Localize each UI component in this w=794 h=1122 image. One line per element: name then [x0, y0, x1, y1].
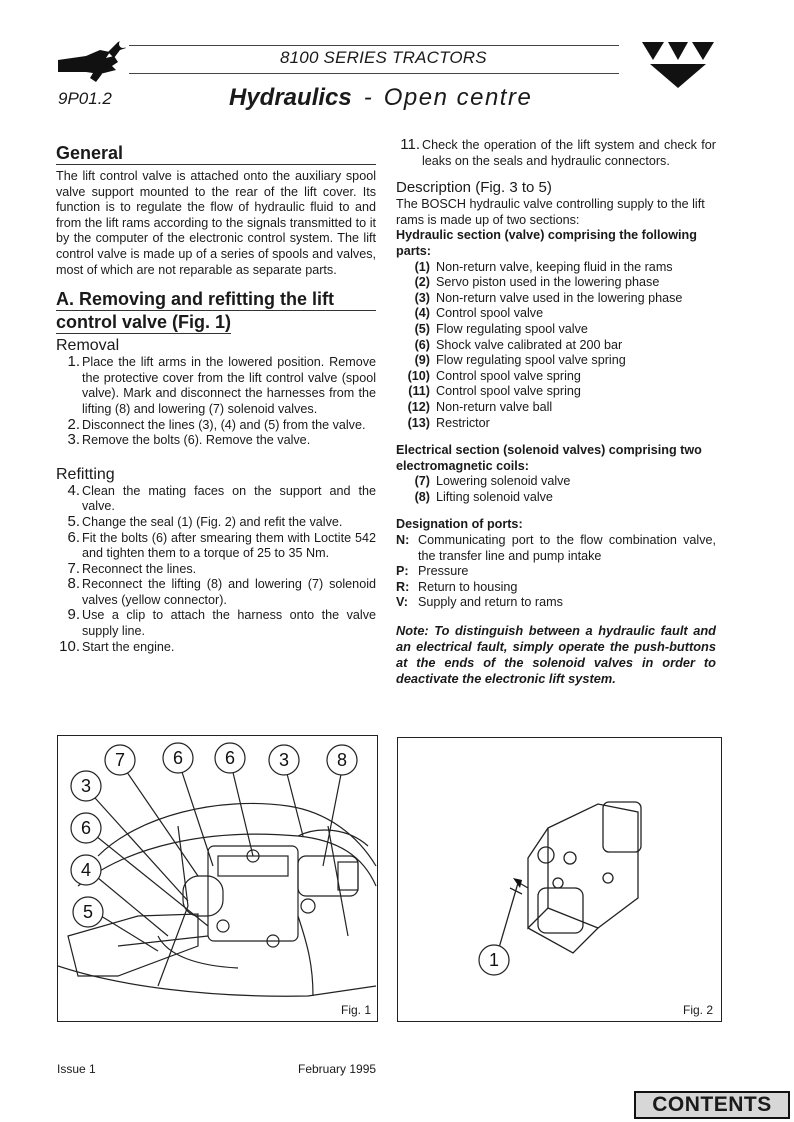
- part-text: Shock valve calibrated at 200 bar: [436, 337, 623, 352]
- figure-2: [397, 737, 722, 1022]
- svg-text:6: 6: [80, 818, 92, 838]
- title-main: Hydraulics: [229, 84, 352, 111]
- part-number: (11): [408, 384, 430, 399]
- step-number: 11.: [400, 136, 420, 153]
- hydraulic-parts-list: [396, 260, 716, 432]
- callout-6: [163, 743, 193, 773]
- step-item: [56, 415, 376, 434]
- step-text: Disconnect the lines (3), (4) and (5) from the valve.: [82, 417, 366, 432]
- step-text: Check the operation of the lift system and check for leaks on the seals and hydraulic connectors.: [422, 138, 716, 168]
- right-column: [396, 138, 716, 687]
- part-text: Non-return valve ball: [436, 399, 553, 414]
- page-title: [229, 84, 532, 112]
- step-number: 10.: [59, 637, 80, 655]
- svg-text:1: 1: [488, 950, 500, 970]
- triple-triangle-logo-icon: [640, 40, 716, 90]
- electrical-parts-list: [396, 474, 716, 505]
- port-key: V:: [396, 595, 408, 610]
- step-item: [56, 559, 376, 578]
- title-separator: -: [363, 84, 372, 111]
- svg-text:3: 3: [278, 750, 290, 770]
- figure-1-caption: Fig. 1: [340, 1003, 371, 1017]
- svg-text:4: 4: [80, 860, 92, 880]
- step-text: Remove the bolts (6). Remove the valve.: [82, 433, 311, 448]
- port-key: R:: [396, 579, 410, 594]
- series-title: 8100 SERIES TRACTORS: [280, 48, 487, 67]
- callout-8: [327, 745, 357, 775]
- refitting-steps-continued: [396, 138, 716, 169]
- port-text: Pressure: [418, 564, 469, 579]
- step-item: [56, 512, 376, 531]
- list-item: [396, 291, 716, 307]
- svg-text:8: 8: [336, 750, 348, 770]
- callout-7: [105, 745, 135, 775]
- svg-text:7: 7: [114, 750, 126, 770]
- figure-2-caption: Fig. 2: [682, 1003, 713, 1017]
- port-text: Return to housing: [418, 579, 518, 594]
- list-item: [396, 338, 716, 354]
- removal-heading: Removal: [56, 337, 120, 355]
- step-item: [56, 433, 376, 449]
- step-number: 9.: [67, 606, 80, 624]
- step-number: 2.: [67, 415, 80, 433]
- list-item: [396, 564, 716, 580]
- port-key: N:: [396, 533, 410, 548]
- step-text: Place the lift arms in the lowered position. Remove the protective cover from the lift control valve (spool valve). Mark and disconnect the harnesses from the lifting (8) and lowering (7) solenoid valves.: [82, 355, 376, 416]
- electrical-section-heading: Electrical section (solenoid valves) comprising two electromagnetic coils:: [396, 443, 702, 473]
- general-body: The lift control valve is attached onto the auxiliary spool valve support mounted to the rear of the lift cover. Its function is to regulate the flow of hydraulic fluid to and from the lift rams according to the signals transmitted to it by the computer of the electronic control system. The lift control valve is made up of a series of spools and valves, most of which are not reparable as separate parts.: [56, 169, 376, 277]
- callout-3: [71, 771, 101, 801]
- refitting-steps: [56, 481, 376, 656]
- contents-button[interactable]: CONTENTS: [634, 1091, 790, 1119]
- note-text: Note: To distinguish between a hydraulic fault and an electrical fault, simply operate the push-buttons at the ends of the solenoid valves in order to deactivate the electronic lift system.: [396, 623, 716, 687]
- svg-text:6: 6: [224, 748, 236, 768]
- section-a-heading: [56, 288, 376, 334]
- ports-heading: Designation of ports:: [396, 517, 523, 532]
- part-text: Control spool valve spring: [436, 384, 581, 399]
- port-key: P:: [396, 564, 409, 579]
- list-item: [396, 416, 716, 432]
- part-number: (9): [414, 353, 430, 368]
- step-number: 6.: [67, 528, 80, 546]
- left-column: [56, 142, 376, 655]
- step-item: [56, 528, 376, 562]
- callout-6: [215, 743, 245, 773]
- step-number: 8.: [67, 575, 80, 593]
- list-item: [396, 580, 716, 596]
- svg-text:3: 3: [80, 776, 92, 796]
- page-number: 9P01.2: [58, 89, 112, 108]
- part-text: Restrictor: [436, 415, 490, 430]
- part-number: (12): [407, 399, 430, 414]
- svg-text:5: 5: [82, 902, 94, 922]
- step-item: [56, 355, 376, 417]
- part-text: Servo piston used in the lowering phase: [436, 275, 660, 290]
- wrench-hand-icon: [56, 38, 130, 86]
- part-text: Control spool valve: [436, 306, 544, 321]
- port-text: Communicating port to the flow combination valve, the transfer line and pump intake: [418, 533, 716, 563]
- part-number: (5): [414, 321, 430, 336]
- valve-seal-illustration: [398, 738, 721, 1021]
- step-text: Reconnect the lines.: [82, 561, 197, 576]
- ports-list: [396, 533, 716, 611]
- part-number: (13): [407, 415, 430, 430]
- part-number: (10): [407, 368, 430, 383]
- step-number: 1.: [67, 353, 80, 371]
- figure-1: [57, 735, 378, 1022]
- part-text: Flow regulating spool valve spring: [436, 353, 626, 368]
- callout-6: [71, 813, 101, 843]
- port-text: Supply and return to rams: [418, 595, 563, 610]
- list-item: [396, 595, 716, 611]
- hydraulic-section-heading: Hydraulic section (valve) comprising the following parts:: [396, 228, 697, 258]
- list-item: [396, 384, 716, 400]
- step-number: 3.: [67, 431, 80, 449]
- step-text: Fit the bolts (6) after smearing them with Loctite 542 and tighten them to a torque of 25 to 35 Nm.: [82, 530, 376, 561]
- part-number: (2): [414, 275, 430, 290]
- step-number: 7.: [67, 559, 80, 577]
- title-subtitle: Open centre: [383, 84, 533, 111]
- step-text: Change the seal (1) (Fig. 2) and refit the valve.: [82, 514, 343, 529]
- step-item: [56, 608, 376, 639]
- step-text: Use a clip to attach the harness onto the valve supply line.: [82, 608, 376, 639]
- removal-steps: [56, 355, 376, 449]
- part-number: (4): [414, 306, 430, 321]
- svg-text:6: 6: [172, 748, 184, 768]
- issue-label: Issue 1: [57, 1062, 96, 1076]
- step-item: [396, 138, 716, 169]
- part-number: (8): [414, 489, 430, 504]
- step-item: [56, 577, 376, 608]
- list-item: [396, 353, 716, 369]
- part-number: (7): [414, 474, 430, 489]
- list-item: [396, 474, 716, 490]
- callout-5: [73, 897, 103, 927]
- list-item: [396, 533, 716, 564]
- part-text: Lifting solenoid valve: [436, 489, 553, 504]
- step-text: Reconnect the lifting (8) and lowering (7) solenoid valves (yellow connector).: [82, 577, 376, 607]
- date-label: February 1995: [298, 1062, 377, 1076]
- list-item: [396, 369, 716, 385]
- part-number: (6): [414, 337, 430, 352]
- section-a-heading-line1: A. Removing and refitting the lift: [56, 288, 376, 311]
- part-text: Control spool valve spring: [436, 368, 581, 383]
- callout-3: [269, 745, 299, 775]
- list-item: [396, 260, 716, 276]
- list-item: [396, 322, 716, 338]
- list-item: [396, 275, 716, 291]
- list-item: [396, 306, 716, 322]
- step-item: [56, 481, 376, 515]
- step-number: 4.: [67, 481, 80, 499]
- part-number: (1): [414, 259, 430, 274]
- description-heading: Description (Fig. 3 to 5): [396, 179, 552, 197]
- general-heading: General: [56, 142, 376, 165]
- callout-4: [71, 855, 101, 885]
- step-text: Start the engine.: [82, 639, 175, 654]
- step-text: Clean the mating faces on the support and the valve.: [82, 483, 376, 514]
- part-text: Non-return valve used in the lowering phase: [436, 290, 683, 305]
- part-number: (3): [414, 290, 430, 305]
- list-item: [396, 490, 716, 506]
- step-number: 5.: [67, 512, 80, 530]
- section-a-heading-line2: control valve (Fig. 1): [56, 312, 232, 333]
- list-item: [396, 400, 716, 416]
- step-item: [56, 637, 376, 656]
- part-text: Non-return valve, keeping fluid in the rams: [436, 259, 673, 274]
- part-text: Lowering solenoid valve: [436, 474, 571, 489]
- refitting-heading: Refitting: [56, 465, 115, 483]
- callout-1: [479, 945, 509, 975]
- valve-installation-illustration: [58, 736, 377, 1021]
- part-text: Flow regulating spool valve: [436, 321, 588, 336]
- description-intro: The BOSCH hydraulic valve controlling supply to the lift rams is made up of two sections:: [396, 197, 705, 227]
